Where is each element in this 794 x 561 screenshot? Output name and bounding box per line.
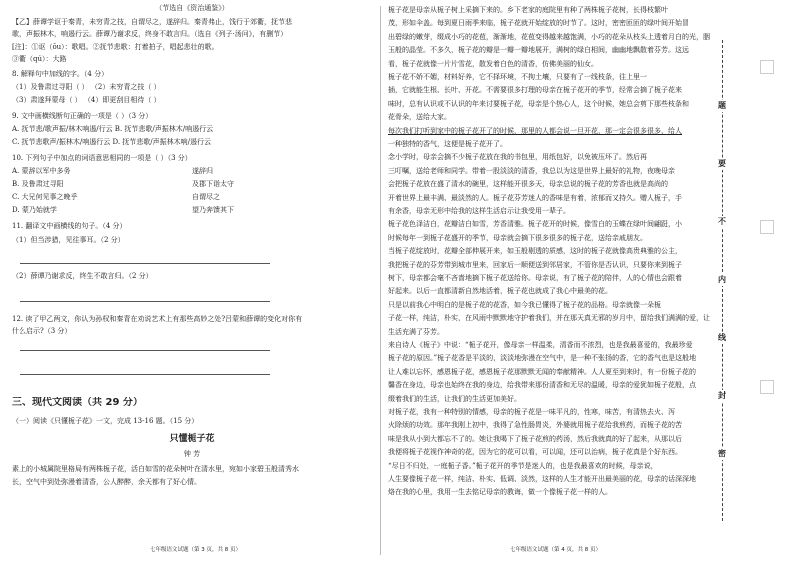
answer-line	[20, 350, 270, 351]
question-11-part-2: （2）薛谭乃谢求反，终生不敢言归。（2 分）	[12, 272, 153, 280]
seal-line-char: 密	[714, 448, 730, 460]
question-11: 11. 翻译文中画横线的句子。（4 分）	[12, 222, 127, 230]
essay-line: 一种独特的香气，这便是栀子花开了。	[388, 140, 507, 148]
essay-line: 人生要像栀子花一样，纯洁、朴实、低调、淡然，这样的人生才能开出最美丽的花，母亲的话深深地	[388, 475, 696, 483]
subsection-heading: （一）阅读《只懂栀子花》一文，完成 13-16 题。（15 分）	[12, 417, 199, 425]
essay-line: 生活充满了芬芳。	[388, 327, 444, 336]
question-12-line-2: 什么启示?（3 分）	[12, 327, 72, 335]
question-10-option-a: A. 蒙辞以军中多务 遂辞归	[12, 167, 213, 175]
question-10-option-b: B. 及鲁肃过寻阳 及郡下诣太守	[12, 180, 234, 188]
page-footer: 七年级语文试题（第 3 页，共 8 页）	[150, 547, 241, 553]
essay-line: 烙在我的心里，我用一生去铭记母亲的教诲，做一个像栀子花一样的人。	[388, 488, 612, 497]
essay-line: 花骨朵，送给大家。	[388, 113, 451, 122]
essay-line: 出碧绿的嫩芽，缀成小巧的花苞，渐渐地，花苞变得越来越饱满，小巧的花朵从枝头上透着月白的光，胭	[388, 32, 710, 41]
essay-line: 栀子花是母亲从栀子树上采摘下来的。乡下老家的庭院里有种了两株栀子花树，长得枝繁叶	[388, 6, 668, 14]
essay-line: 开着世界上最丰满、最淡然的人。栀子花芬芳迷人的香味是有着，浓郁而又持久。赠人栀子，手	[388, 193, 682, 202]
question-8-row-1: （1）及鲁肃过寻阳（ ） （2）未穷青之技（ ）	[12, 83, 161, 91]
left-page	[0, 0, 380, 561]
notes-line-1: [注]：①讴（ōu）：歌唱。②抚节悲歌：打着拍子，唱起悲壮的歌。	[12, 43, 219, 51]
essay-line-2: 长，空气中到处弥漫着清香，公人醉醉，余天都有了好心情。	[12, 478, 201, 486]
essay-line: 子花一样，纯洁，朴实，在风雨中默默地守护着我们，并在那天真无邪的岁月中，留给我们满满的爱，让	[388, 314, 710, 323]
essay-line: 有余香，母亲无形中给我的这样生活启示让我受用一辈子。	[388, 207, 570, 215]
margin-box	[760, 380, 774, 394]
essay-line: 树下，母亲都会毫不吝啬地摘下栀子花送给你。母亲说，有了栀子花的陪伴，人的心情也会跟着	[388, 274, 682, 282]
passage-c-line-1: 【乙】薛谭学讴于秦青，未穷青之技，自谓尽之，遂辞归。秦青弗止，饯行于郊衢，抚节悲	[12, 18, 292, 26]
essay-author: 钟 芳	[183, 450, 201, 458]
essay-line: 栀子花不娇不媚，材料好养，它不择环境，不拘土壤，只要有了一线枝条，往上里一	[388, 73, 647, 81]
section-heading: 三、现代文阅读（共 29 分）	[12, 397, 143, 408]
seal-line-char: 要	[714, 158, 730, 170]
answer-line	[20, 374, 270, 375]
margin-box	[760, 60, 774, 74]
essay-line: 看，栀子花就像一片片雪花，散发着白色的清香，仿佛美丽的仙女。	[388, 59, 598, 68]
question-9-options-ab: A. 抚节悲/歌声振/林木响遏/行云 B. 抚节悲歌/声振林木/响遏行云	[12, 125, 214, 133]
seal-line-char: 线	[714, 332, 730, 344]
passage-c-line-2: 歌，声振林木，响遏行云。薛谭乃谢求反，终身不敢言归。（选自《列子·汤问》，有删节）	[12, 30, 288, 38]
question-10-option-c: C. 大兄何见事之晚乎 自谓尽之	[12, 193, 220, 201]
essay-title: 只懂栀子花	[169, 434, 215, 444]
essay-line: 味时，总有认识或不认识的年来讨要栀子花，母亲是个热心人，这个时候，她总会剪下那些枝条和	[388, 99, 689, 108]
question-12-line-1: 12. 读了甲乙两文，你认为孙权和秦青在劝说艺术上有那些高妙之处?吕蒙和薛谭的变化对你有	[12, 315, 303, 323]
essay-line: 让人难以忘怀，感恩栀子花，感恩栀子花那默默无闻的奉献精神。人人夏至到来时，有一份栀子花的	[388, 367, 696, 376]
notes-line-2: ③衢（qú）：大路	[12, 55, 67, 63]
question-10-option-d: D. 蒙乃始就学 望乃奔馈其下	[12, 206, 234, 214]
essay-line: 馨香在身边，母亲也始终在我的身边，给我带来那份清香和无尽的温暖，母亲的爱犹如栀子花般，点	[388, 381, 696, 390]
essay-line: 只是以前我心中明白的是栀子花的花香，如今我已懂得了栀子花的品格。母亲就像一朵栀	[388, 300, 661, 309]
margin-box	[760, 220, 774, 234]
essay-line: 味是我从小到大都忘不了的。她让我喝下了栀子花煎的药汤，然后我就真的好了起来，从那以后	[388, 434, 682, 443]
essay-line: 缀着我们的生活，让我们的生活更加美好。	[388, 394, 521, 403]
answer-line	[20, 301, 270, 302]
essay-line: 会把栀子花放在盛了清水的碗里，这样能开很多天，母亲总说的栀子花的芳香也就是高尚的	[388, 180, 668, 189]
essay-line: 栀子花色泽洁白，花瓣洁白如雪，芳香清雅。栀子花开的时候，像雪白的玉蝶在绿叶间翩跹，小	[388, 220, 682, 229]
essay-line: 三叮嘱，送给老师和同学。带着一股淡淡的清香，我总以为这是世界上最好的礼物，夜晚母亲	[388, 166, 675, 175]
essay-line: 好起来。以后一直都清新自然地活着，栀子花也就成了我心中最美的花。	[388, 287, 612, 296]
question-10: 10. 下列句子中加点的词语意思相同的一项是（ ）（3 分）	[12, 154, 192, 162]
seal-line-char: 封	[714, 390, 730, 402]
essay-line: 火除烦的功效。那年我刚上初中，我得了急性肠胃炎，外婆就用栀子花给我煎药，而栀子花的苦	[388, 421, 682, 430]
essay-line: 插，它就能生根、长叶、开花。不需要很多打理的母亲在栀子花开的季节，经常会摘了栀子花来	[388, 86, 682, 95]
essay-line: “尽日不归处，一庭栀子香。”栀子花开的季节是迷人的，也是我最喜欢的时候，母亲说，	[388, 461, 658, 470]
question-8-row-2: （3）肃遂拜蒙母（ ） （4）即更刮目相待（ ）	[12, 96, 161, 104]
essay-line: 每次我们打听到家中的栀子花开了的时候，那里的人都会说一旦开花，那一定会很多很多，给人	[388, 126, 682, 135]
essay-line: 来自诗人《栀子》中说：“栀子花开，像母亲一样温柔，清香而不浓烈，也是我最喜爱的，我最珍爱	[388, 341, 693, 349]
essay-line: 时候每年一到栀子花盛开的季节，母亲就会摘下很多很多的栀子花，送给亲戚朋友。	[388, 233, 647, 242]
source-note: （节选自《资治通鉴》）	[155, 4, 229, 12]
essay-line: 我把栀子花的芬芳带到城市里来，回家后一顺便送到邻居家，不管你是否认识，只要你来到栀子	[388, 260, 682, 269]
essay-line: 我便将栀子花视作神奇的花，因为它的花可以看，可以闻，还可以治病，栀子花真是个好东西。	[388, 448, 682, 457]
essay-line: 对栀子花，我有一种特别的情感，母亲的栀子花是一味平凡的，性寒，味苦，有清热去火、泻	[388, 408, 675, 416]
page-footer: 七年级语文试题（第 4 页，共 8 页）	[510, 547, 601, 553]
essay-line: 当栀子花绽放时，花瓣全部伸展开来，如玉般剔透的质感，这时的栀子花就像高贵典雅的公主，	[388, 247, 682, 256]
essay-line: 念小学时，母亲会摘不少栀子花放在我的书包里，用纸包好，以免被压坏了。然后再	[388, 153, 647, 162]
question-8: 8. 解释句中加线的字。（4 分）	[12, 70, 109, 78]
essay-line: 茂，形如伞盖。每到夏日雨季来临，栀子花就开始绽放的时节了。这时，密密匝匝的绿叶间开始冒	[388, 19, 689, 28]
seal-line-char: 题	[714, 100, 730, 112]
essay-line-1: 素上的小城属院里格局有两株栀子花，活白如雪的花朵树叶在清水里，宛如小家碧玉般清秀水	[12, 465, 299, 473]
question-9-options-cd: C. 抚节悲歌声/振林木/响遏行云 D. 抚节悲歌/声振林木响/遏行云	[12, 138, 212, 146]
margin-strip	[742, 0, 794, 561]
seal-line-char: 不	[714, 216, 730, 228]
question-11-part-1: （1）但当涉猎，见往事耳。（2 分）	[12, 236, 125, 244]
essay-line: 玉般的晶莹。不多久，栀子花的瓣是一瓣一瓣地展开，满树的绿白相间，幽幽地飘散着芬芳。这远	[388, 46, 689, 55]
seal-line-char: 内	[714, 274, 730, 286]
seal-line	[711, 0, 735, 561]
essay-line: 栀子花的原因。”栀子花香是平淡的，淡淡地弥漫在空气中，是一种不张扬的香，它的香气也是这般地	[388, 354, 697, 363]
answer-line	[20, 263, 270, 264]
question-9: 9. 文中画横线断句正确的一项是（ ）（3 分）	[12, 112, 153, 120]
